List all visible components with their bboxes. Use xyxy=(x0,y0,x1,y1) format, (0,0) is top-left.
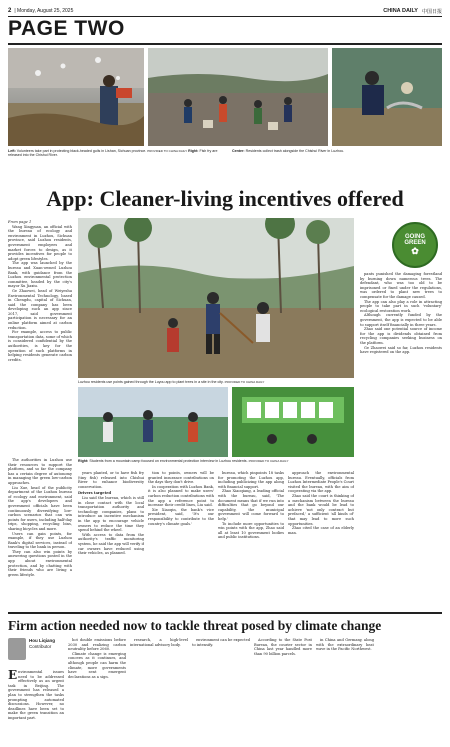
article2-column-5: According to the State Post Bureau, the courier sector in China last year handled more than 90 billion parcels. xyxy=(254,638,312,656)
issue-date: | Monday, August 25, 2025 xyxy=(14,8,74,14)
article-column-6: approach the environmental bureau. Eventually, officials from Luzhou Intermediate People's Court visited the bureau, with the aim of cooperating via the app. Zhao said the court is thinking of a mechanism between the bureau and the bank would be lead to achieve 'not only contract but prefaced,' a sufficient 'all kinds of' that may lead to more such opportunities. Zhao cited the case of an elderly man. xyxy=(288,471,354,535)
article-column-5: bureau, which pinpoints 18 tasks for promoting the Luzhou app, including publicizing the app along with financial support. Zhao Xiaoqiang, a leading official with the bureau, said, 'The document means that if we run into difficulties that go beyond our capability, the municipal government will come forward to help.' To include more opportunities to win points with the app, Zhao said all at least 10 government bodies and public institutions. xyxy=(218,471,284,540)
photo-chishui-cleanup xyxy=(148,48,328,146)
article2-divider xyxy=(8,612,442,614)
photo-green-banner xyxy=(232,387,354,457)
photo-volunteers-gulls xyxy=(8,48,144,146)
article-column-3: years planted, or to have fish fry (tiny fish) released into Chishui River to enhance biodiversity conservation. Drivers targeted Liu said the bureau, which is still in close contact with the local transportation authority and technology companies, plans to introduce an incentive mechanism in the app to encourage vehicle owners to reduce the time they spend behind the wheel. With access to data from the authority's traffic monitoring system, he said the app will verify if car owners have reduced using their vehicles, as planned. xyxy=(78,471,144,556)
author-photo xyxy=(8,638,26,660)
subhead-drivers-targeted: Drivers targeted xyxy=(78,491,112,496)
article-column-4: tion to points, owners will be granted insurance contributions on the days they don't drive. In cooperation with Luzhou Bank, it is also planned to make users' carbon reduction contributions with the app a reference point to increase their credit lines, Liu said. Xie Xiaoqin, the bank's vice president, said, 'It's our responsibility to contribute to the country's climate goals.' xyxy=(148,471,214,526)
photo-tree-planting xyxy=(78,218,354,378)
page-number: 2 xyxy=(8,8,12,14)
article2-headline: Firm action needed now to tackle threat posed by climate change xyxy=(8,618,382,633)
photo-fish-release xyxy=(332,48,442,146)
article-column-1: From page 1 Wang Xingyuan, an official with the bureau of ecology and environment in Luzhou, Sichuan province, said Luzhou residents, government employees and market forces to design, as it provides incentives for people to adopt green lifestyles. The app was launched by the bureau and Xuan-owned Luzhou Bank, with guidance from the Luzhou environmental protection committee, headed by the city's mayor Xu Jiaxiu. Ge Zhaowei, head of Weiyeshu Environmental Technology, based in Chengdu, capital of Sichuan, said the company has been developing such an app since 2017, said government participation is necessary for an online platform aimed at carbon reduction. For example, access to public transportation data, some of which is considered confidential by the authorities, is key for the operation of such platforms in helping residents generate carbon credits. xyxy=(8,220,72,362)
article2-column-2: hot double emissions before 2030 and realizing carbon neutrality before 2060. Climate change is emerging concern as it continues, and although people can harm the climate, more governments have sent emergent declarations as a sign. xyxy=(68,638,126,679)
page-header xyxy=(8,6,442,16)
section-divider xyxy=(8,43,442,45)
caption-bottom: Right: Students from a mountain camp focused on environmental protection interview in Luzhou residents. PROVIDED TO CHINA DAILY xyxy=(78,459,289,463)
article-column-7: pants punished the damaging forestland by burning down numerous trees. The defendant, who was too old to be imprisoned or fined under the regulations, was ordered to plant new trees to compensate for the damage caused. The app can also play a role in attracting people to take part in such 'voluntary' ecological restoration work. Although currently funded by the government, the app is expected to be able to support itself financially in three years. Zhao said one potential source of income for the app is dividends obtained from recycling companies seeking business on the platform. Ge Zhaowei said so far, Luzhou residents have registered on the app. xyxy=(360,272,442,355)
caption-top-left: Left: Volunteers take part in protecting black-headed gulls in Lishan, Sichuan province. PROVIDED TO CHINA DAILY Right: Fish fry are released into the Chishui River. xyxy=(8,149,218,158)
article2-column-3: research, a high-level international advisory body. xyxy=(130,638,188,647)
main-headline: App: Cleaner-living incentives offered xyxy=(46,186,404,211)
dateline: From page 1 xyxy=(8,220,32,224)
article2-column-6: in China and Germany, along with the extraordinary heat wave in the Pacific Northwest. xyxy=(316,638,374,652)
author-label: Contributor xyxy=(29,643,52,649)
caption-top-center: Center: Residents collect trash alongside the Chishui River in Luzhou. xyxy=(232,149,345,153)
article2-column-1: Environmental issues need to be addressed effectively as an urgent task in Beijing. The government has released a plan to strengthen the tasks prompting automated discussions. However, no deadlines have been set to make the green transition an important part. xyxy=(8,670,64,720)
masthead-name: CHINA DAILY xyxy=(383,8,418,14)
leaf-icon: ✿ xyxy=(411,245,419,256)
article2-column-4: environment can be expected to intensify. xyxy=(192,638,250,647)
masthead-chinese: 中国日报 xyxy=(421,8,442,15)
going-green-badge: GOING GREEN ✿ xyxy=(392,222,438,268)
author-name: Hou Liqiang xyxy=(29,638,55,643)
section-title: PAGE TWO xyxy=(8,17,125,40)
photo-students-left xyxy=(78,387,228,457)
author-block xyxy=(8,638,64,668)
article-column-2: The authorities in Luzhou use their resources to support the platform, and so far the company has a certain degree of autonomy in managing the green low-carbon approaches. Liu Xue, head of the publicity department of the Luzhou bureau of ecology and environment, said the app's developers and government officials have been continuously diversifying low-carbon scenarios that can win points for users, including half-day trips, shopping, recycling bins, sharing bicycles and more. Users can gain points, for example, if they use Luzhou Bank's digital services, instead of traveling to the bank in person. They can also win points by answering questions posted in the app about environmental protection, and by chatting with their friends who are living a green lifestyle. xyxy=(8,458,72,577)
caption-middle: Luzhou residents use points gained through the Luyou app to plant trees in a site in the city. PROVIDED TO CHINA DAILY xyxy=(78,380,265,384)
